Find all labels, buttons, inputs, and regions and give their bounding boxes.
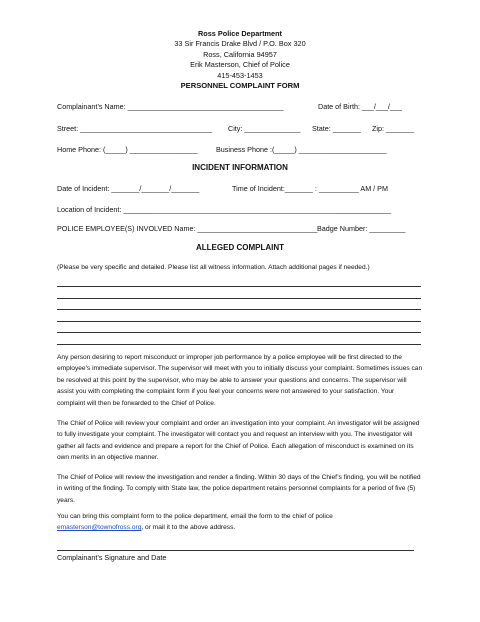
badge-number-field[interactable]: Badge Number: _________ <box>317 224 406 233</box>
home-phone-field[interactable]: Home Phone: (_____) _________________ <box>57 145 198 154</box>
incident-section-title: INCIDENT INFORMATION <box>192 163 288 172</box>
complaint-line[interactable] <box>57 321 421 322</box>
signature-line[interactable] <box>57 550 414 551</box>
signature-label: Complainant’s Signature and Date <box>57 553 167 562</box>
complaint-line[interactable] <box>57 344 421 345</box>
department-city: Ross, California 94957 <box>203 49 277 59</box>
form-title: PERSONNEL COMPLAINT FORM <box>180 81 300 90</box>
department-name: Ross Police Department <box>198 29 282 38</box>
complaint-instruction: (Please be very specific and detailed. Please list all witness information. Attach additional pages if needed.) <box>57 264 370 271</box>
incident-date-field[interactable]: Date of Incident: _______/_______/_______ <box>57 184 200 193</box>
chief-email-link[interactable]: emasterson@townofross.org <box>57 524 142 532</box>
complainant-name-field[interactable]: Complainant’s Name: _______________________________________ <box>57 102 284 111</box>
incident-location-field[interactable]: Location of Incident: ___________________________________________________________________ <box>57 205 392 214</box>
zip-field[interactable]: Zip: _______ <box>372 124 414 133</box>
department-phone: 415-453-1453 <box>217 70 263 80</box>
complaint-line[interactable] <box>57 309 421 310</box>
employee-name-field[interactable]: POLICE EMPLOYEE(S) INVOLVED Name: ______________________________ <box>57 224 318 233</box>
business-phone-field[interactable]: Business Phone :(_____) ______________________ <box>216 145 387 154</box>
submission-text-end: , or mail it to the above address. <box>141 524 236 532</box>
state-field[interactable]: State: _______ <box>312 124 361 133</box>
procedure-paragraph-finding: The Chief of Police will review the investigation and render a finding. Within 30 days of the Chief’s finding, you will be notified in writing of the finding. To comply with State law, the police department retains personnel complaints for a period of five (5) years. <box>57 474 421 504</box>
procedure-paragraph-supervisor: Any person desiring to report misconduct or improper job performance by a police employee will be first directed to the employee’s immediate supervisor. The supervisor will meet with you to initially discuss your complaint. Sometimes issues can be resolved at this point by the supervisor, who may be able to answer your questions and concerns. The supervisor will assist you with completing the complaint form if you feel your concerns were not answered to your satisfaction. Your complaint will then be forwarded to the Chief of Police. <box>57 354 423 407</box>
complaint-line[interactable] <box>57 332 421 333</box>
street-field[interactable]: Street: _________________________________ <box>57 124 213 133</box>
city-field[interactable]: City: ______________ <box>228 124 301 133</box>
complaint-line[interactable] <box>57 286 421 287</box>
date-of-birth-field[interactable]: Date of Birth: ___/___/___ <box>318 102 402 111</box>
submission-text: You can bring this complaint form to the police department, email the form to the chief of police <box>57 513 333 520</box>
incident-time-field[interactable]: Time of Incident:_______ : __________ AM / PM <box>232 184 388 193</box>
submission-paragraph <box>57 511 423 534</box>
department-address: 33 Sir Francis Drake Blvd / P.O. Box 320 <box>174 39 306 48</box>
complaint-section-title: ALLEGED COMPLAINT <box>196 243 284 252</box>
complaint-line[interactable] <box>57 298 421 299</box>
procedure-paragraph-investigation: The Chief of Police will review your complaint and order an investigation into your complaint. An investigator will be assigned to fully investigate your complaint. The investigator will contact you and request an interview with you. The investigator will gather all facts and evidence and prepare a report for the Chief of Police. Each allegation of misconduct is examined on its own merits in an objective manner. <box>57 420 420 462</box>
chief-name: Erik Masterson, Chief of Police <box>190 60 290 69</box>
